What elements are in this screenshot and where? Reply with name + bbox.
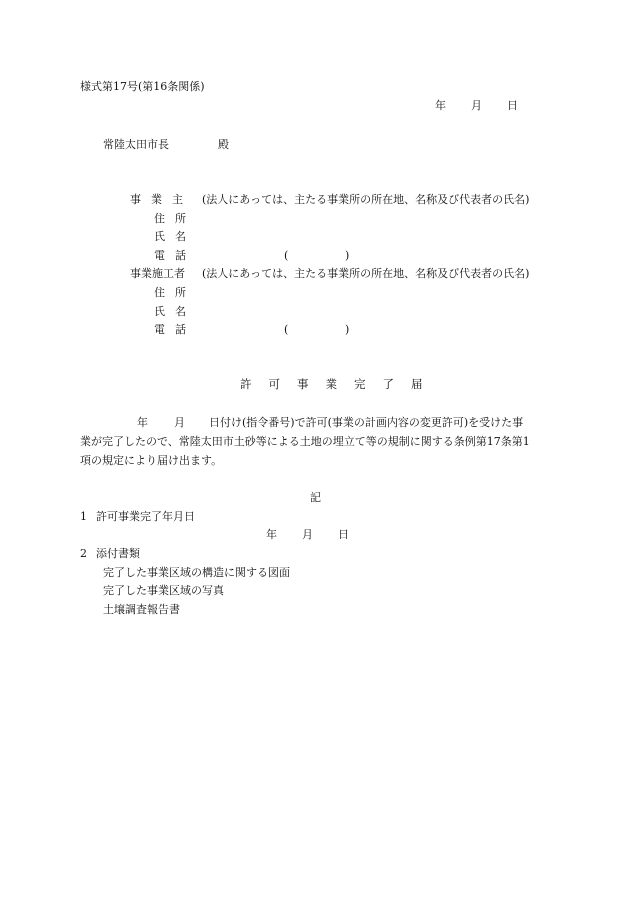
item-1-label: 許可事業完了年月日 xyxy=(96,510,195,523)
header-date-year: 年 xyxy=(435,99,446,112)
attachment-item: 土壌調査報告書 xyxy=(103,603,180,616)
contractor-phone-label: 電話 xyxy=(154,323,196,336)
attachment-item: 完了した事業区域の構造に関する図面 xyxy=(103,566,290,579)
body-year: 年 xyxy=(137,416,148,429)
item-1-number: 1 xyxy=(80,510,87,523)
header-date-day: 日 xyxy=(507,99,518,112)
contractor-name-label: 氏名 xyxy=(154,305,196,318)
business-owner-phone-close: ) xyxy=(345,249,350,262)
business-owner-label: 事業主 xyxy=(130,193,193,206)
item-1-date-year: 年 xyxy=(266,528,277,541)
business-owner-address-label: 住所 xyxy=(154,212,196,225)
attachment-item: 完了した事業区域の写真 xyxy=(103,584,224,597)
item-1-date-day: 日 xyxy=(338,528,349,541)
note-heading: 記 xyxy=(310,491,321,504)
item-2-label: 添付書類 xyxy=(96,547,140,560)
addressee-name: 常陸太田市長 xyxy=(103,138,169,151)
business-owner-phone-label: 電話 xyxy=(154,249,196,262)
addressee-honorific: 殿 xyxy=(218,138,229,151)
body-line-3: 項の規定により届け出ます。 xyxy=(80,454,223,467)
business-owner-note: (法人にあっては、主たる事業所の所在地、名称及び代表者の氏名) xyxy=(202,193,530,206)
contractor-phone-open: ( xyxy=(284,323,289,336)
body-month: 月 xyxy=(174,416,185,429)
document-title: 許可事業完了届 xyxy=(240,377,440,391)
business-owner-name-label: 氏名 xyxy=(154,230,196,243)
header-date-month: 月 xyxy=(471,99,482,112)
body-line-2: 業が完了したので、常陸太田市土砂等による土地の埋立て等の規制に関する条例第17条第1 xyxy=(80,435,530,448)
body-line-1: 日付け(指令番号)で許可(事業の計画内容の変更許可)を受けた事 xyxy=(209,416,524,429)
contractor-note: (法人にあっては、主たる事業所の所在地、名称及び代表者の氏名) xyxy=(202,267,530,280)
contractor-label: 事業施工者 xyxy=(130,267,185,280)
item-1-date-month: 月 xyxy=(302,528,313,541)
item-2-number: 2 xyxy=(80,547,87,560)
business-owner-phone-open: ( xyxy=(284,249,289,262)
contractor-address-label: 住所 xyxy=(154,286,196,299)
form-number: 様式第17号(第16条関係) xyxy=(80,80,205,93)
contractor-phone-close: ) xyxy=(345,323,350,336)
